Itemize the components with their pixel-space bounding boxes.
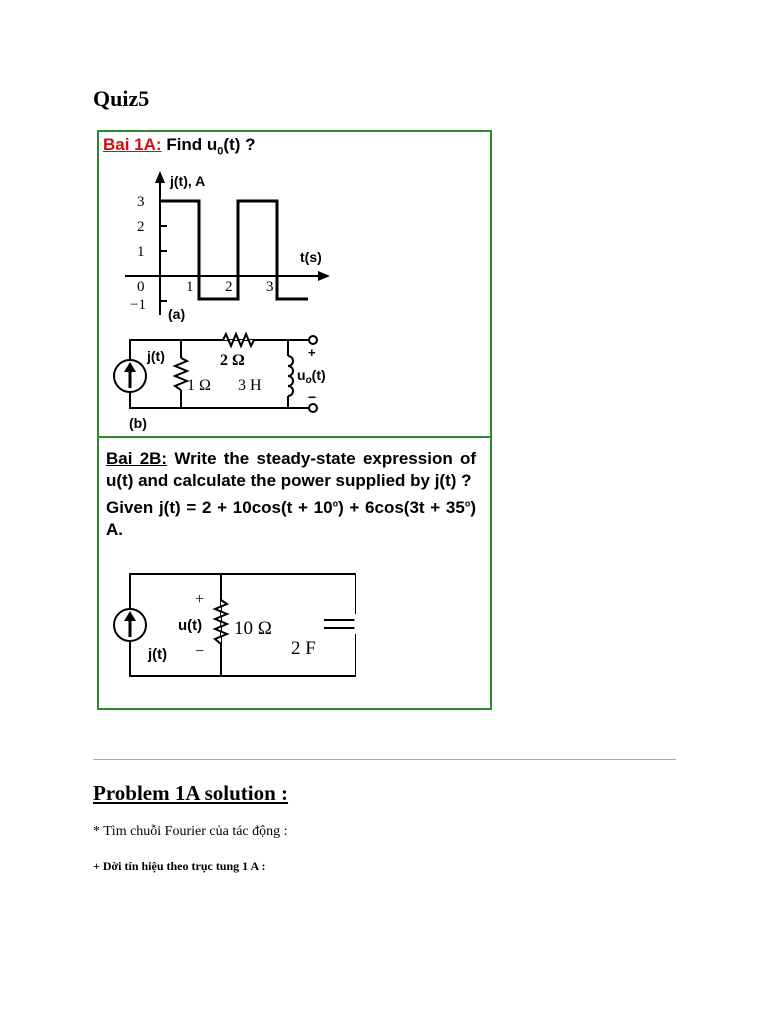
graph-caption: (a)	[168, 306, 186, 322]
circuit-b-caption: (b)	[129, 415, 147, 431]
circuit-b-inductor-label: 3 H	[238, 377, 262, 394]
problem1-question: Find u	[166, 135, 218, 154]
resistor-10ohm-icon	[215, 600, 227, 644]
quiz-title: Quiz5	[93, 86, 150, 111]
circuit-2-minus: −	[195, 643, 205, 660]
ytick-0: 0	[137, 279, 145, 295]
problem2-text	[106, 448, 476, 541]
circuit-2-capacitor-label: 2 F	[291, 638, 316, 659]
circuit-b-plus: +	[308, 345, 316, 360]
circuit-2	[106, 568, 356, 683]
ytick-3: 3	[137, 194, 145, 210]
circuit-2-resistor-label: 10 Ω	[234, 618, 272, 639]
solution-line1: * Tìm chuỗi Fourier của tác động :	[93, 824, 288, 839]
problem1-question-sub: 0	[217, 145, 224, 158]
graph-ylabel: j(t), A	[170, 173, 206, 189]
circuit-b-source-label: j(t)	[147, 348, 165, 364]
xtick-1: 1	[186, 279, 194, 295]
problem2-question: Write the steady-state expression of u(t) and calculate the power supplied by j(t) ?	[106, 449, 476, 490]
problem1-label: Bai 1A:	[103, 135, 162, 154]
circuit-2-source-label: j(t)	[148, 646, 168, 663]
resistor-1ohm-icon	[175, 358, 187, 390]
solution-line2: + Dời tín hiệu theo trục tung 1 A :	[93, 859, 266, 873]
square-wave	[160, 201, 308, 299]
xtick-2: 2	[225, 279, 233, 295]
solution-title: Problem 1A solution :	[93, 781, 289, 805]
circuit-b-r1-label: 1 Ω	[187, 377, 211, 394]
waveform-graph	[100, 165, 340, 325]
ytick-2: 2	[137, 219, 145, 235]
circuit-b-r2-label: 2 Ω	[220, 352, 245, 369]
problem2-given: Given $j(t) = 2 + 10\cos(t + 10^o) + 6\cos(3t + 35^o)$ A.	[106, 497, 477, 539]
circuit-b-minus: −	[308, 389, 317, 405]
circuit-b	[105, 328, 345, 433]
circuit-2-plus: +	[195, 591, 205, 608]
problem1-question-tail: (t) ?	[223, 135, 256, 154]
graph-xlabel: t(s)	[300, 249, 322, 265]
ytick-neg1: −1	[130, 297, 146, 313]
ytick-1: 1	[137, 244, 145, 260]
circuit-b-output-label: $u_o(t)$	[297, 367, 326, 386]
circuit-2-voltage: u(t)	[178, 617, 203, 634]
problem-divider	[97, 436, 492, 438]
section-divider	[93, 759, 676, 760]
problem1-heading	[103, 135, 256, 157]
inductor-icon	[288, 356, 293, 396]
xtick-3: 3	[266, 279, 274, 295]
resistor-2ohm-icon	[223, 334, 254, 346]
problem2-label: Bai 2B:	[106, 449, 168, 468]
